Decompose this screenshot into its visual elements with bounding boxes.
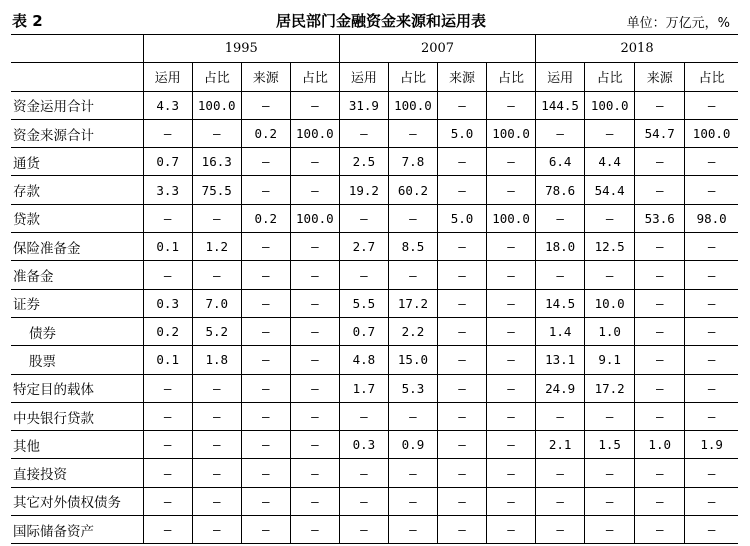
year-header-row bbox=[11, 35, 738, 63]
sub-header-row bbox=[11, 63, 738, 91]
data-cell: 4.8 bbox=[339, 346, 388, 374]
data-cell: – bbox=[143, 487, 192, 515]
data-cell: – bbox=[487, 176, 536, 204]
data-cell: – bbox=[192, 487, 241, 515]
data-cell: – bbox=[339, 516, 388, 544]
data-cell: – bbox=[388, 204, 437, 232]
data-cell: 0.1 bbox=[143, 346, 192, 374]
data-cell: – bbox=[635, 346, 685, 374]
data-cell: – bbox=[437, 402, 486, 430]
data-cell: 54.7 bbox=[635, 119, 685, 147]
data-cell: – bbox=[241, 289, 290, 317]
row-label: 中央银行贷款 bbox=[11, 402, 143, 430]
data-cell: 17.2 bbox=[388, 289, 437, 317]
data-cell: – bbox=[635, 402, 685, 430]
data-cell: 100.0 bbox=[290, 204, 339, 232]
row-label: 债券 bbox=[11, 317, 143, 345]
data-cell: 12.5 bbox=[585, 233, 635, 261]
data-cell: – bbox=[388, 261, 437, 289]
data-cell: – bbox=[536, 459, 585, 487]
data-cell: – bbox=[685, 261, 738, 289]
data-cell: 4.4 bbox=[585, 148, 635, 176]
year-header: 1995 bbox=[143, 35, 339, 63]
data-cell: – bbox=[290, 317, 339, 345]
data-cell: 100.0 bbox=[388, 91, 437, 119]
data-cell: 0.2 bbox=[241, 204, 290, 232]
data-cell: – bbox=[685, 317, 738, 345]
row-label: 股票 bbox=[11, 346, 143, 374]
data-cell: 100.0 bbox=[290, 119, 339, 147]
row-label: 资金运用合计 bbox=[11, 91, 143, 119]
data-cell: – bbox=[635, 289, 685, 317]
table-title: 居民部门金融资金来源和运用表 bbox=[276, 12, 487, 30]
table-row bbox=[11, 176, 738, 204]
data-cell: – bbox=[585, 261, 635, 289]
data-cell: – bbox=[487, 459, 536, 487]
data-cell: – bbox=[487, 148, 536, 176]
sub-header: 来源 bbox=[241, 63, 290, 91]
data-cell: – bbox=[585, 119, 635, 147]
table-row bbox=[11, 346, 738, 374]
data-cell: – bbox=[290, 431, 339, 459]
data-cell: – bbox=[487, 261, 536, 289]
data-cell: – bbox=[290, 148, 339, 176]
data-cell: – bbox=[143, 374, 192, 402]
data-cell: 6.4 bbox=[536, 148, 585, 176]
data-cell: – bbox=[635, 459, 685, 487]
data-cell: – bbox=[388, 516, 437, 544]
row-label: 存款 bbox=[11, 176, 143, 204]
data-cell: – bbox=[536, 487, 585, 515]
year-header: 2007 bbox=[339, 35, 535, 63]
row-label: 其它对外债权债务 bbox=[11, 487, 143, 515]
table-row bbox=[11, 487, 738, 515]
data-cell: – bbox=[290, 374, 339, 402]
data-cell: – bbox=[437, 148, 486, 176]
data-cell: – bbox=[635, 487, 685, 515]
data-cell: – bbox=[290, 289, 339, 317]
unit-label: 单位：万亿元，% bbox=[626, 16, 730, 31]
data-cell: – bbox=[437, 289, 486, 317]
sub-header: 占比 bbox=[585, 63, 635, 91]
data-cell: – bbox=[241, 402, 290, 430]
data-cell: 100.0 bbox=[685, 119, 738, 147]
data-cell: – bbox=[339, 402, 388, 430]
data-cell: – bbox=[635, 233, 685, 261]
data-cell: – bbox=[487, 374, 536, 402]
data-cell: – bbox=[290, 402, 339, 430]
data-cell: 100.0 bbox=[585, 91, 635, 119]
data-cell: – bbox=[487, 289, 536, 317]
data-cell: – bbox=[388, 119, 437, 147]
data-cell: 7.8 bbox=[388, 148, 437, 176]
table-row bbox=[11, 431, 738, 459]
data-cell: – bbox=[437, 431, 486, 459]
data-cell: – bbox=[290, 459, 339, 487]
data-cell: – bbox=[192, 402, 241, 430]
data-cell: – bbox=[241, 346, 290, 374]
data-cell: – bbox=[437, 459, 486, 487]
data-cell: 0.7 bbox=[143, 148, 192, 176]
data-cell: 1.7 bbox=[339, 374, 388, 402]
row-label: 保险准备金 bbox=[11, 233, 143, 261]
data-cell: – bbox=[487, 91, 536, 119]
data-cell: – bbox=[536, 516, 585, 544]
data-cell: 8.5 bbox=[388, 233, 437, 261]
data-cell: – bbox=[290, 233, 339, 261]
table-row bbox=[11, 233, 738, 261]
data-cell: – bbox=[339, 261, 388, 289]
data-cell: – bbox=[635, 516, 685, 544]
data-cell: 2.2 bbox=[388, 317, 437, 345]
data-cell: – bbox=[241, 91, 290, 119]
data-cell: – bbox=[536, 261, 585, 289]
data-cell: – bbox=[487, 317, 536, 345]
row-label: 其他 bbox=[11, 431, 143, 459]
data-cell: – bbox=[241, 431, 290, 459]
data-cell: – bbox=[685, 402, 738, 430]
data-cell: 1.9 bbox=[685, 431, 738, 459]
data-cell: 5.2 bbox=[192, 317, 241, 345]
table-row bbox=[11, 91, 738, 119]
sub-header: 运用 bbox=[339, 63, 388, 91]
row-label: 通货 bbox=[11, 148, 143, 176]
data-cell: 1.0 bbox=[585, 317, 635, 345]
data-cell: 2.1 bbox=[536, 431, 585, 459]
data-cell: – bbox=[437, 487, 486, 515]
data-cell: 100.0 bbox=[487, 119, 536, 147]
data-cell: – bbox=[585, 516, 635, 544]
sub-header: 占比 bbox=[685, 63, 738, 91]
data-cell: – bbox=[685, 148, 738, 176]
data-cell: 19.2 bbox=[339, 176, 388, 204]
data-cell: – bbox=[388, 459, 437, 487]
table-row bbox=[11, 261, 738, 289]
data-cell: – bbox=[192, 431, 241, 459]
data-cell: 75.5 bbox=[192, 176, 241, 204]
data-cell: 9.1 bbox=[585, 346, 635, 374]
data-cell: – bbox=[487, 233, 536, 261]
data-cell: – bbox=[192, 374, 241, 402]
data-cell: – bbox=[487, 431, 536, 459]
sub-header: 来源 bbox=[437, 63, 486, 91]
data-cell: – bbox=[635, 148, 685, 176]
data-cell: – bbox=[437, 176, 486, 204]
data-cell: – bbox=[487, 516, 536, 544]
table-row bbox=[11, 204, 738, 232]
data-cell: – bbox=[685, 289, 738, 317]
table-number: 表 2 bbox=[12, 12, 43, 30]
data-cell: 7.0 bbox=[192, 289, 241, 317]
data-cell: – bbox=[635, 91, 685, 119]
data-cell: – bbox=[437, 91, 486, 119]
data-cell: – bbox=[585, 204, 635, 232]
data-cell: – bbox=[685, 374, 738, 402]
data-cell: – bbox=[290, 346, 339, 374]
data-cell: – bbox=[487, 487, 536, 515]
data-cell: – bbox=[339, 204, 388, 232]
data-cell: – bbox=[536, 119, 585, 147]
data-cell: – bbox=[487, 346, 536, 374]
table-row bbox=[11, 148, 738, 176]
data-cell: – bbox=[241, 317, 290, 345]
data-cell: – bbox=[192, 459, 241, 487]
data-cell: 1.0 bbox=[635, 431, 685, 459]
data-cell: 53.6 bbox=[635, 204, 685, 232]
data-cell: – bbox=[192, 261, 241, 289]
data-cell: – bbox=[241, 487, 290, 515]
data-cell: 0.9 bbox=[388, 431, 437, 459]
row-label: 特定目的载体 bbox=[11, 374, 143, 402]
data-cell: 13.1 bbox=[536, 346, 585, 374]
data-cell: – bbox=[437, 317, 486, 345]
data-cell: – bbox=[143, 261, 192, 289]
data-cell: – bbox=[143, 516, 192, 544]
data-cell: – bbox=[192, 119, 241, 147]
data-cell: – bbox=[192, 204, 241, 232]
row-label: 准备金 bbox=[11, 261, 143, 289]
data-cell: – bbox=[635, 176, 685, 204]
data-cell: 0.3 bbox=[339, 431, 388, 459]
row-label: 国际储备资产 bbox=[11, 516, 143, 544]
table-row bbox=[11, 402, 738, 430]
data-cell: – bbox=[143, 431, 192, 459]
table-row bbox=[11, 459, 738, 487]
data-cell: – bbox=[143, 119, 192, 147]
data-cell: – bbox=[437, 346, 486, 374]
data-cell: 24.9 bbox=[536, 374, 585, 402]
data-cell: – bbox=[536, 402, 585, 430]
data-cell: – bbox=[685, 516, 738, 544]
data-cell: – bbox=[585, 402, 635, 430]
row-label: 贷款 bbox=[11, 204, 143, 232]
sub-header: 占比 bbox=[487, 63, 536, 91]
data-cell: 5.5 bbox=[339, 289, 388, 317]
data-cell: 0.1 bbox=[143, 233, 192, 261]
data-cell: – bbox=[290, 516, 339, 544]
data-cell: 0.2 bbox=[241, 119, 290, 147]
sub-header: 来源 bbox=[635, 63, 685, 91]
data-cell: 14.5 bbox=[536, 289, 585, 317]
sub-header: 占比 bbox=[192, 63, 241, 91]
data-cell: – bbox=[437, 374, 486, 402]
row-label: 资金来源合计 bbox=[11, 119, 143, 147]
corner-cell bbox=[11, 63, 143, 91]
data-cell: 100.0 bbox=[487, 204, 536, 232]
data-cell: – bbox=[143, 402, 192, 430]
data-cell: – bbox=[241, 148, 290, 176]
data-cell: 5.0 bbox=[437, 119, 486, 147]
data-cell: 17.2 bbox=[585, 374, 635, 402]
data-cell: – bbox=[241, 374, 290, 402]
data-cell: 10.0 bbox=[585, 289, 635, 317]
data-cell: 100.0 bbox=[192, 91, 241, 119]
row-label: 直接投资 bbox=[11, 459, 143, 487]
data-cell: – bbox=[241, 459, 290, 487]
data-cell: – bbox=[635, 261, 685, 289]
data-cell: – bbox=[339, 119, 388, 147]
data-cell: 54.4 bbox=[585, 176, 635, 204]
data-cell: 78.6 bbox=[536, 176, 585, 204]
sub-header: 运用 bbox=[143, 63, 192, 91]
data-cell: 15.0 bbox=[388, 346, 437, 374]
data-cell: – bbox=[685, 176, 738, 204]
data-cell: – bbox=[241, 261, 290, 289]
data-cell: – bbox=[487, 402, 536, 430]
data-cell: – bbox=[339, 487, 388, 515]
corner-cell bbox=[11, 35, 143, 63]
data-cell: 31.9 bbox=[339, 91, 388, 119]
data-cell: – bbox=[585, 459, 635, 487]
data-cell: – bbox=[192, 516, 241, 544]
data-cell: 1.2 bbox=[192, 233, 241, 261]
data-cell: – bbox=[437, 516, 486, 544]
data-cell: – bbox=[143, 204, 192, 232]
data-cell: 98.0 bbox=[685, 204, 738, 232]
sub-header: 占比 bbox=[290, 63, 339, 91]
data-cell: – bbox=[290, 261, 339, 289]
sub-header: 占比 bbox=[388, 63, 437, 91]
data-cell: – bbox=[536, 204, 585, 232]
data-cell: 5.0 bbox=[437, 204, 486, 232]
flow-of-funds-table bbox=[11, 34, 738, 544]
data-cell: 1.4 bbox=[536, 317, 585, 345]
table-row bbox=[11, 317, 738, 345]
data-cell: – bbox=[241, 516, 290, 544]
table-row bbox=[11, 289, 738, 317]
data-cell: – bbox=[635, 317, 685, 345]
data-cell: – bbox=[241, 233, 290, 261]
table-header bbox=[0, 10, 750, 34]
data-cell: 1.8 bbox=[192, 346, 241, 374]
sub-header: 运用 bbox=[536, 63, 585, 91]
data-cell: 3.3 bbox=[143, 176, 192, 204]
data-cell: – bbox=[685, 91, 738, 119]
data-cell: – bbox=[437, 261, 486, 289]
data-cell: 4.3 bbox=[143, 91, 192, 119]
data-cell: – bbox=[685, 233, 738, 261]
data-cell: – bbox=[685, 459, 738, 487]
data-cell: – bbox=[290, 176, 339, 204]
data-cell: 2.7 bbox=[339, 233, 388, 261]
data-cell: 1.5 bbox=[585, 431, 635, 459]
data-cell: – bbox=[685, 487, 738, 515]
data-cell: – bbox=[585, 487, 635, 515]
data-cell: 0.3 bbox=[143, 289, 192, 317]
row-label: 证券 bbox=[11, 289, 143, 317]
data-cell: 5.3 bbox=[388, 374, 437, 402]
data-cell: 18.0 bbox=[536, 233, 585, 261]
data-cell: 0.2 bbox=[143, 317, 192, 345]
table-row bbox=[11, 374, 738, 402]
data-cell: 16.3 bbox=[192, 148, 241, 176]
data-cell: 60.2 bbox=[388, 176, 437, 204]
data-cell: – bbox=[388, 402, 437, 430]
data-cell: – bbox=[241, 176, 290, 204]
data-cell: 0.7 bbox=[339, 317, 388, 345]
data-cell: – bbox=[290, 487, 339, 515]
data-cell: – bbox=[339, 459, 388, 487]
data-cell: – bbox=[290, 91, 339, 119]
table-row bbox=[11, 516, 738, 544]
data-cell: – bbox=[437, 233, 486, 261]
data-cell: 2.5 bbox=[339, 148, 388, 176]
data-cell: – bbox=[388, 487, 437, 515]
table-row bbox=[11, 119, 738, 147]
year-header: 2018 bbox=[536, 35, 738, 63]
data-cell: – bbox=[635, 374, 685, 402]
data-cell: – bbox=[685, 346, 738, 374]
data-cell: 144.5 bbox=[536, 91, 585, 119]
data-cell: – bbox=[143, 459, 192, 487]
